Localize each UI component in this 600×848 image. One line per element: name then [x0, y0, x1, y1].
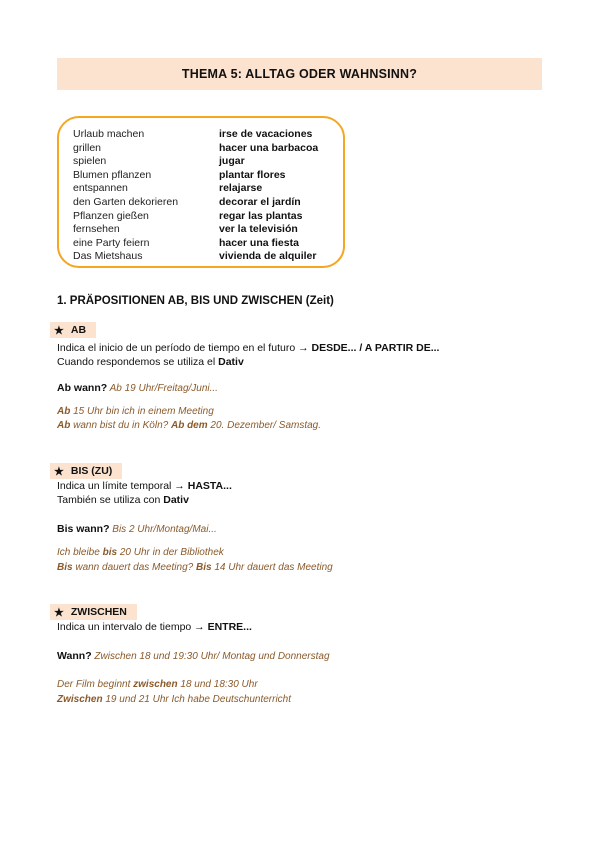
question: Wann?	[57, 650, 92, 662]
bis-question	[57, 523, 217, 535]
vocab-german: eine Party feiern	[73, 236, 150, 249]
text-bold: Ab	[57, 406, 71, 417]
star-icon: ★	[54, 606, 64, 619]
tag-label: ZWISCHEN	[70, 606, 127, 618]
vocab-box	[57, 116, 345, 268]
text: Ich bleibe	[57, 547, 103, 558]
text-bold: Ab dem	[170, 420, 208, 431]
vocab-german: Urlaub machen	[73, 128, 145, 140]
text: Indica el inicio de un período de tiempo en el futuro →	[57, 342, 312, 354]
text-bold: ENTRE...	[207, 621, 252, 633]
question-example: Bis 2 Uhr/Montag/Mai...	[109, 524, 217, 535]
vocab-spanish: regar las plantas	[219, 209, 303, 222]
vocab-spanish: irse de vacaciones	[219, 128, 313, 140]
vocab-german: fernsehen	[73, 223, 120, 236]
vocab-german: Blumen pflanzen	[73, 168, 152, 181]
tag-zwischen	[50, 604, 137, 620]
text: 18 und 18:30 Uhr	[177, 679, 258, 690]
text-bold: DESDE... / A PARTIR DE...	[311, 342, 440, 354]
text: 14 Uhr dauert das Meeting	[211, 562, 333, 573]
vocab-spanish: hacer una fiesta	[219, 236, 299, 249]
text: wann dauert das Meeting?	[72, 562, 196, 573]
vocab-german: den Garten dekorieren	[73, 196, 179, 208]
text-bold: Bis	[195, 562, 212, 573]
text: Indica un intervalo de tiempo →	[57, 621, 208, 633]
bis-example-1	[57, 547, 224, 558]
vocab-spanish: plantar flores	[219, 168, 286, 181]
text-bold: bis	[102, 547, 118, 558]
text: 20. Dezember/ Samstag.	[207, 420, 322, 431]
question-example: Ab 19 Uhr/Freitag/Juni...	[107, 383, 218, 394]
star-icon: ★	[54, 465, 64, 478]
ab-example-2	[57, 420, 321, 431]
tag-bis	[50, 463, 122, 479]
text: wann bist du in Köln?	[70, 420, 171, 431]
bis-example-2	[57, 562, 333, 573]
question: Ab wann?	[57, 382, 108, 394]
ab-example-1	[57, 406, 214, 417]
vocab-spanish: ver la televisión	[219, 223, 298, 236]
question: Bis wann?	[57, 523, 110, 535]
ab-desc-2	[57, 356, 244, 368]
text: También se utiliza con	[57, 494, 164, 506]
vocab-german: spielen	[73, 155, 107, 168]
text-bold: Bis	[57, 562, 73, 573]
tag-label: BIS (ZU)	[70, 465, 113, 477]
text: Indica un límite temporal →	[57, 480, 188, 492]
ab-desc-1	[57, 342, 439, 354]
text-bold: Dativ	[218, 356, 244, 368]
ab-question	[57, 382, 218, 394]
zwischen-desc-1	[57, 621, 252, 633]
vocab-german: grillen	[73, 141, 102, 154]
text: Cuando respondemos se utiliza el	[57, 356, 219, 368]
text: 19 und 21 Uhr Ich habe Deutschunterricht	[102, 694, 292, 705]
text-bold: Ab	[57, 420, 71, 431]
text: Der Film beginnt	[57, 679, 134, 690]
zwischen-question	[57, 650, 330, 662]
vocab-german: Pflanzen gießen	[73, 209, 149, 222]
vocab-spanish: vivienda de alquiler	[219, 250, 317, 263]
zwischen-example-1	[57, 679, 258, 690]
text: 20 Uhr in der Bibliothek	[117, 547, 224, 558]
text-bold: HASTA...	[187, 480, 232, 492]
text-bold: Dativ	[163, 494, 189, 506]
title-bar	[57, 58, 542, 90]
tag-ab	[50, 322, 96, 338]
page-title: THEMA 5: ALLTAG ODER WAHNSINN?	[181, 67, 418, 81]
bis-desc-2	[57, 494, 189, 506]
vocab-spanish: jugar	[219, 155, 245, 168]
question-example: Zwischen 18 und 19:30 Uhr/ Montag und Donnerstag	[91, 651, 330, 662]
vocab-spanish: hacer una barbacoa	[219, 141, 319, 154]
text-bold: Zwischen	[57, 694, 103, 705]
vocab-spanish: relajarse	[219, 182, 263, 195]
section-title: 1. PRÄPOSITIONEN AB, BIS UND ZWISCHEN (Zeit)	[57, 295, 334, 307]
vocab-german: Das Mietshaus	[73, 250, 143, 263]
zwischen-example-2	[57, 694, 291, 705]
tag-label: AB	[70, 324, 87, 336]
vocab-german: entspannen	[73, 182, 128, 195]
vocab-spanish: decorar el jardín	[219, 196, 301, 208]
bis-desc-1	[57, 480, 232, 492]
star-icon: ★	[54, 324, 64, 337]
text: 15 Uhr bin ich in einem Meeting	[70, 406, 214, 417]
text-bold: zwischen	[133, 679, 178, 690]
